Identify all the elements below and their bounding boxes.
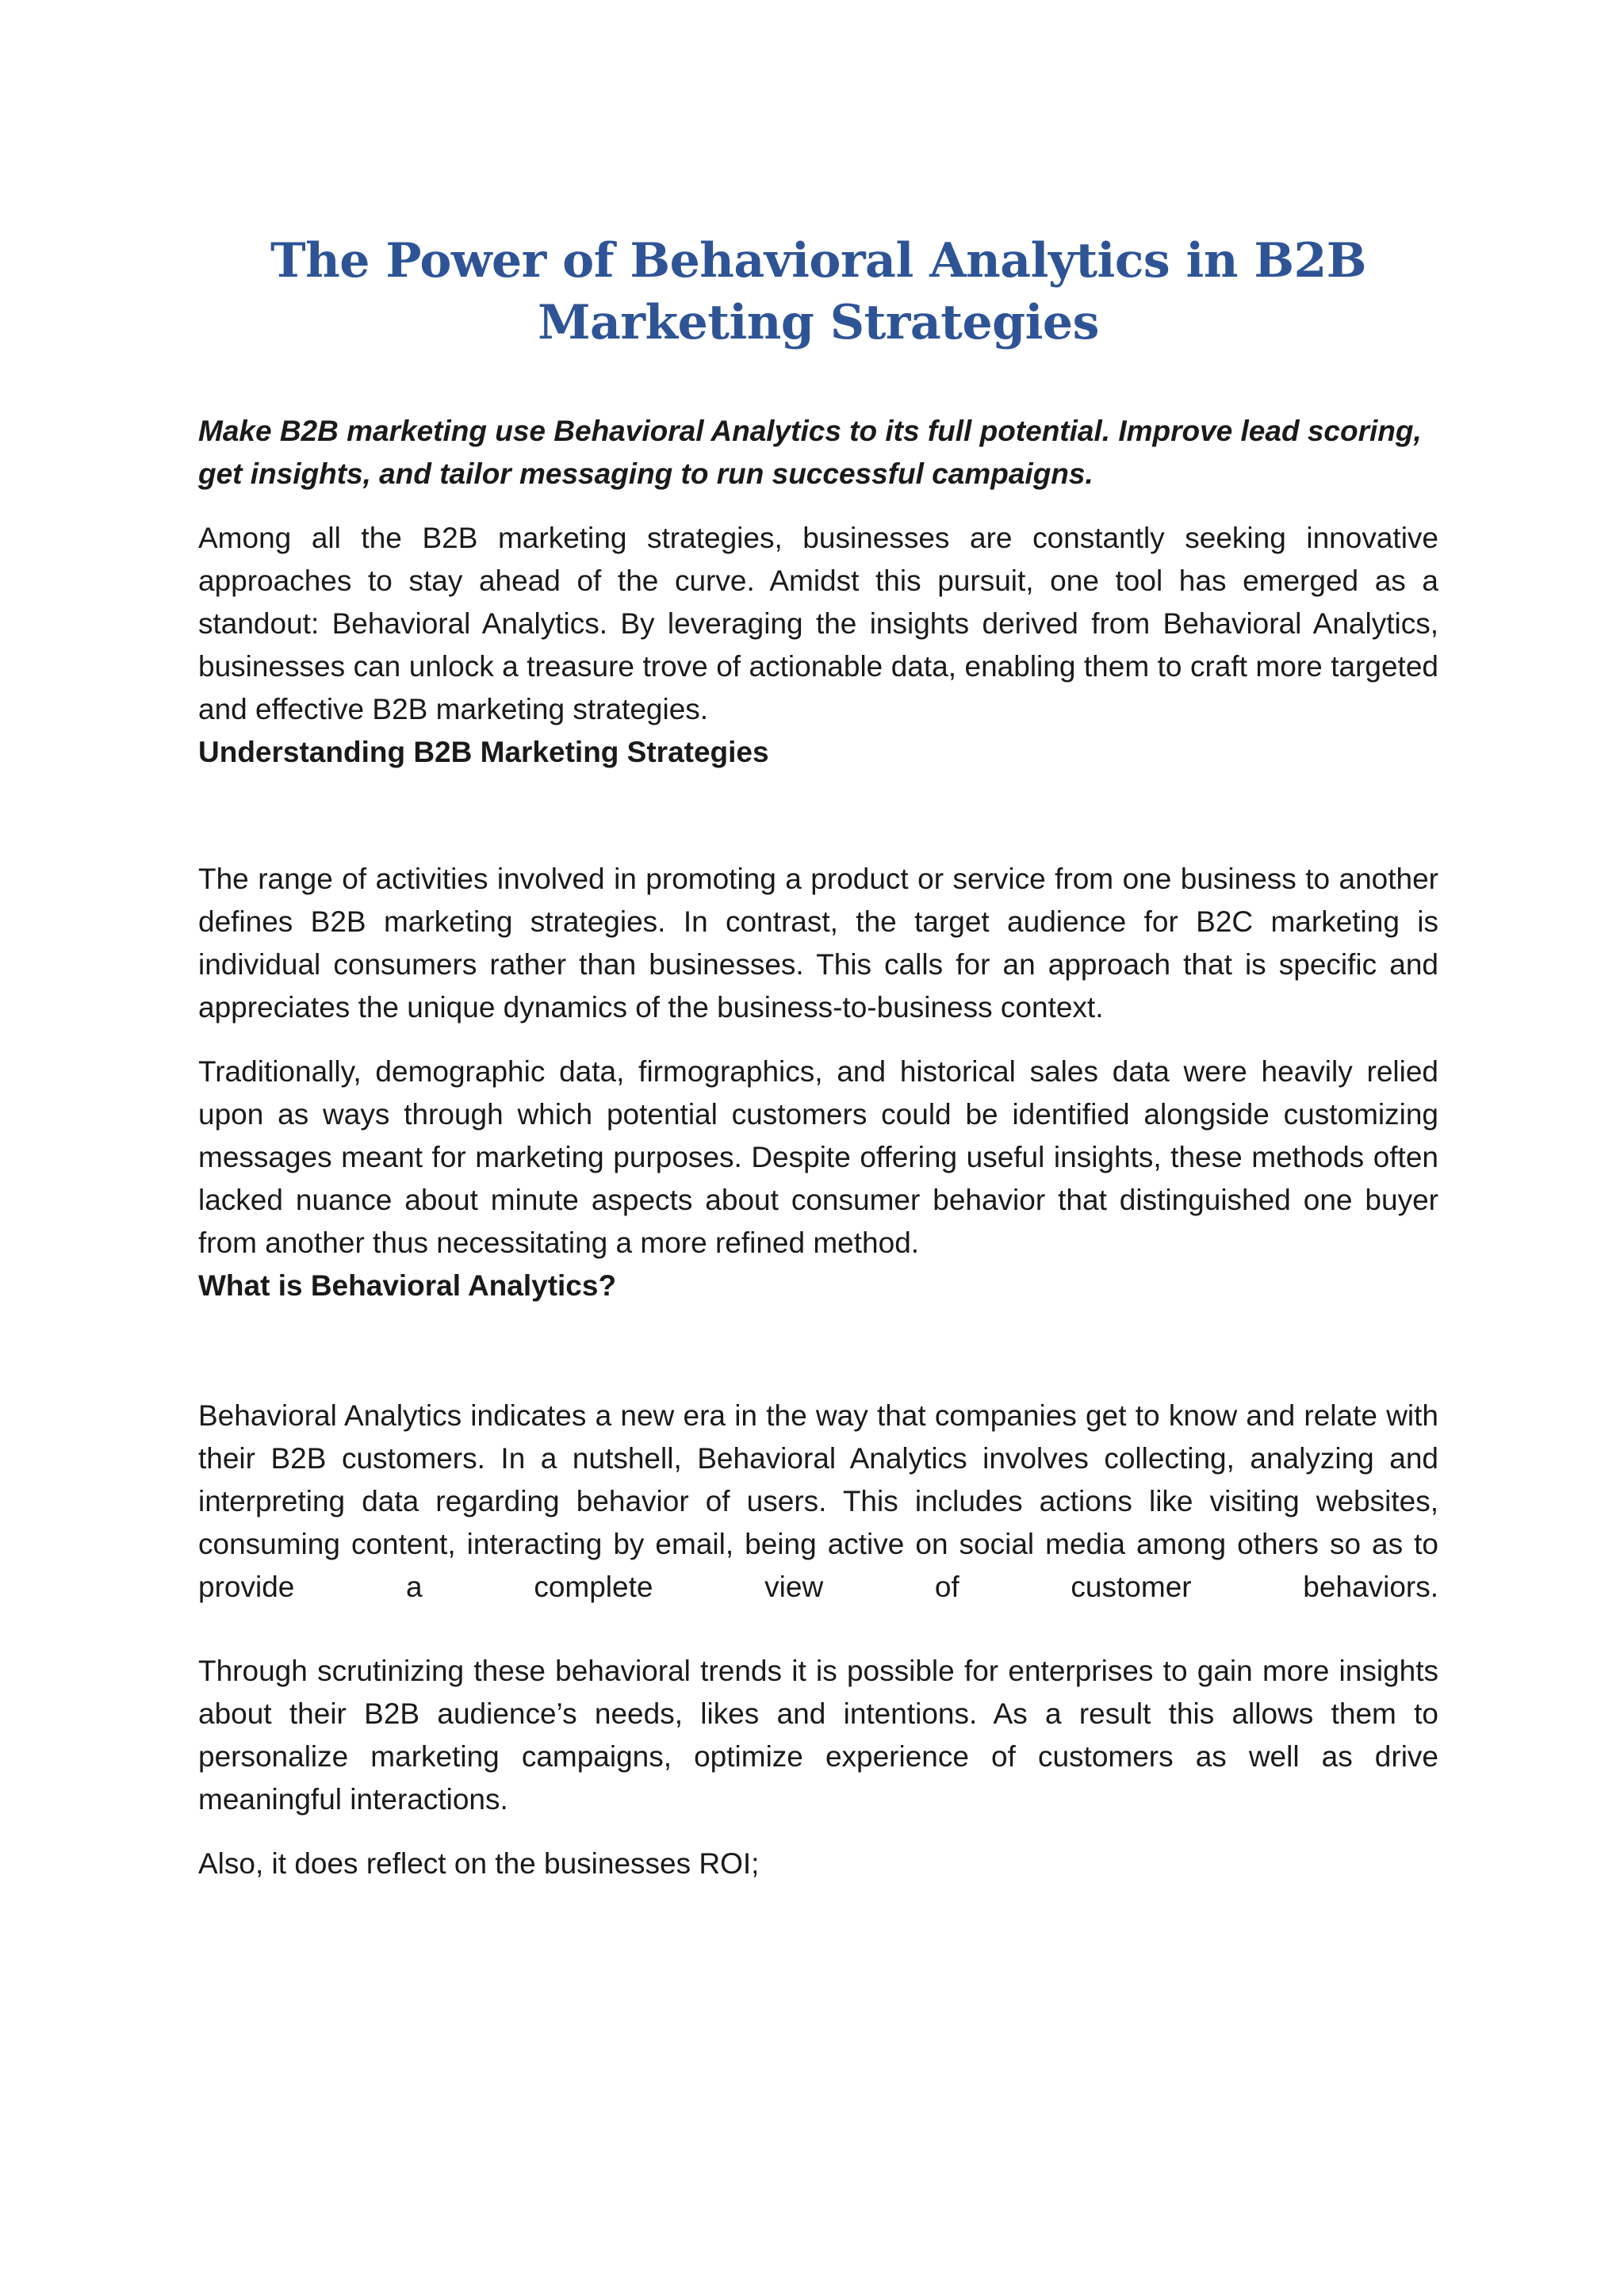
section-2-paragraph-3: Also, it does reflect on the businesses ROI; bbox=[198, 1847, 760, 1880]
section-2-paragraph-2: Through scrutinizing these behavioral trends it is possible for enterprises to gain more insights about their B2B audience’s needs, likes and intentions. As a result this allows them to personalize marketing campaigns, optimize experience of customers as well as drive meaningful interactions. bbox=[198, 1655, 1438, 1816]
section-heading-understanding: Understanding B2B Marketing Strategies bbox=[198, 736, 769, 768]
section-1-paragraph-1: The range of activities involved in promoting a product or service from one business to another defines B2B marketing strategies. In contrast, the target audience for B2C marketing is individual consumers rather than businesses. This calls for an approach that is specific and appreciates the unique dynamics of the business-to-business context. bbox=[198, 863, 1438, 1024]
document-page bbox=[198, 230, 1438, 1885]
section-1-paragraph-2: Traditionally, demographic data, firmographics, and historical sales data were heavily relied upon as ways through which potential customers could be identified alongside customizing messages meant for marketing purposes. Despite offering useful insights, these methods often lacked nuance about minute aspects about consumer behavior that distinguished one buyer from another thus necessitating a more refined method. bbox=[198, 1055, 1438, 1259]
document-title: The Power of Behavioral Analytics in B2B Marketing Strategies bbox=[270, 233, 1367, 350]
section-2-paragraph-1: Behavioral Analytics indicates a new era in the way that companies get to know and relate with their B2B customers. In a nutshell, Behavioral Analytics involves collecting, analyzing and interpreting data regarding behavior of users. This includes actions like visiting websites, consuming content, interacting by email, being active on social media among others so as to provide a complete view of customer behaviors. bbox=[198, 1399, 1438, 1603]
intro-paragraph: Among all the B2B marketing strategies, businesses are constantly seeking innovative approaches to stay ahead of the curve. Amidst this pursuit, one tool has emerged as a standout: Behavioral Analytics. By leveraging the insights derived from Behavioral Analytics, businesses can unlock a treasure trove of actionable data, enabling them to craft more targeted and effective B2B marketing strategies. bbox=[198, 522, 1438, 725]
section-heading-what-is: What is Behavioral Analytics? bbox=[198, 1269, 617, 1302]
lead-paragraph: Make B2B marketing use Behavioral Analytics to its full potential. Improve lead scoring, get insights, and tailor messaging to run successful campaigns. bbox=[198, 415, 1422, 490]
